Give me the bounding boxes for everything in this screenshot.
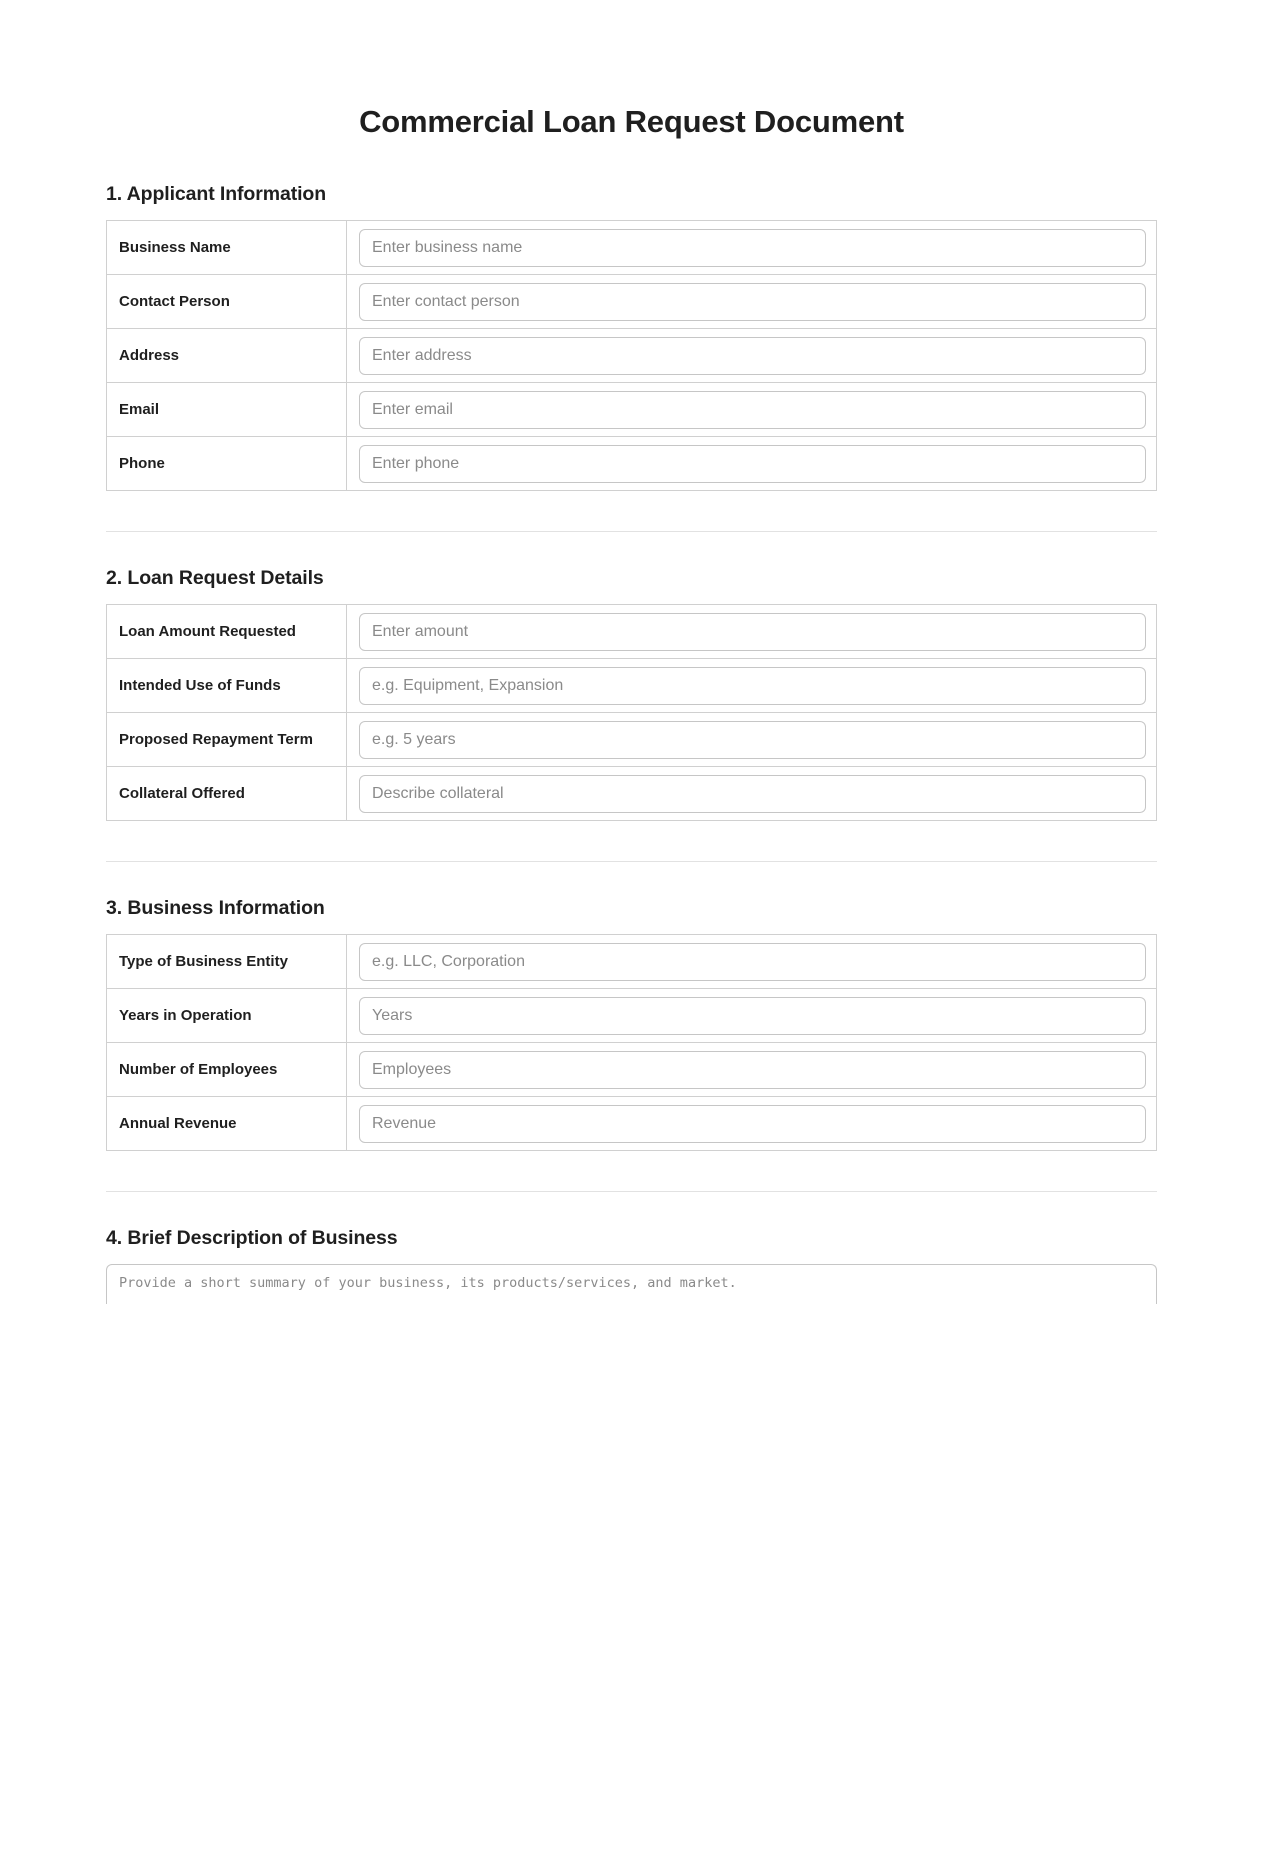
field-label: Type of Business Entity	[107, 935, 347, 989]
text-input[interactable]	[359, 445, 1146, 483]
field-label: Annual Revenue	[107, 1097, 347, 1151]
field-label: Intended Use of Funds	[107, 659, 347, 713]
field-label: Loan Amount Requested	[107, 605, 347, 659]
form-row	[107, 221, 1157, 275]
form-section	[106, 564, 1157, 821]
form-row	[107, 275, 1157, 329]
field-label: Contact Person	[107, 275, 347, 329]
form-section	[106, 1224, 1157, 1304]
field-label: Proposed Repayment Term	[107, 713, 347, 767]
form-row	[107, 329, 1157, 383]
text-input[interactable]	[359, 337, 1146, 375]
form-row	[107, 383, 1157, 437]
text-input[interactable]	[359, 667, 1146, 705]
page-title: Commercial Loan Request Document	[359, 104, 904, 139]
section-heading: 3. Business Information	[106, 897, 325, 919]
text-input[interactable]	[359, 283, 1146, 321]
section-divider	[106, 1191, 1157, 1192]
form-section	[106, 894, 1157, 1151]
form-row	[107, 605, 1157, 659]
section-heading: 1. Applicant Information	[106, 183, 327, 205]
form-row	[107, 437, 1157, 491]
section-divider	[106, 861, 1157, 862]
form-section	[106, 180, 1157, 491]
form-row	[107, 713, 1157, 767]
text-input[interactable]	[359, 943, 1146, 981]
field-label: Years in Operation	[107, 989, 347, 1043]
section-heading: 4. Brief Description of Business	[106, 1227, 398, 1249]
section-divider	[106, 531, 1157, 532]
text-input[interactable]	[359, 391, 1146, 429]
text-input[interactable]	[359, 721, 1146, 759]
form-row	[107, 1097, 1157, 1151]
field-label: Business Name	[107, 221, 347, 275]
document-page	[106, 0, 1157, 1304]
field-label: Collateral Offered	[107, 767, 347, 821]
field-label: Number of Employees	[107, 1043, 347, 1097]
text-input[interactable]	[359, 1105, 1146, 1143]
field-label: Email	[107, 383, 347, 437]
form-row	[107, 659, 1157, 713]
form-row	[107, 989, 1157, 1043]
form-table	[106, 604, 1157, 821]
text-input[interactable]	[359, 613, 1146, 651]
field-label: Phone	[107, 437, 347, 491]
form-row	[107, 1043, 1157, 1097]
text-input[interactable]	[359, 1051, 1146, 1089]
form-row	[107, 767, 1157, 821]
sections-container	[106, 180, 1157, 1304]
text-input[interactable]	[359, 997, 1146, 1035]
section-heading: 2. Loan Request Details	[106, 567, 324, 589]
form-row	[107, 935, 1157, 989]
business-description-textarea[interactable]	[106, 1264, 1157, 1304]
text-input[interactable]	[359, 229, 1146, 267]
field-label: Address	[107, 329, 347, 383]
text-input[interactable]	[359, 775, 1146, 813]
form-table	[106, 220, 1157, 491]
form-table	[106, 934, 1157, 1151]
